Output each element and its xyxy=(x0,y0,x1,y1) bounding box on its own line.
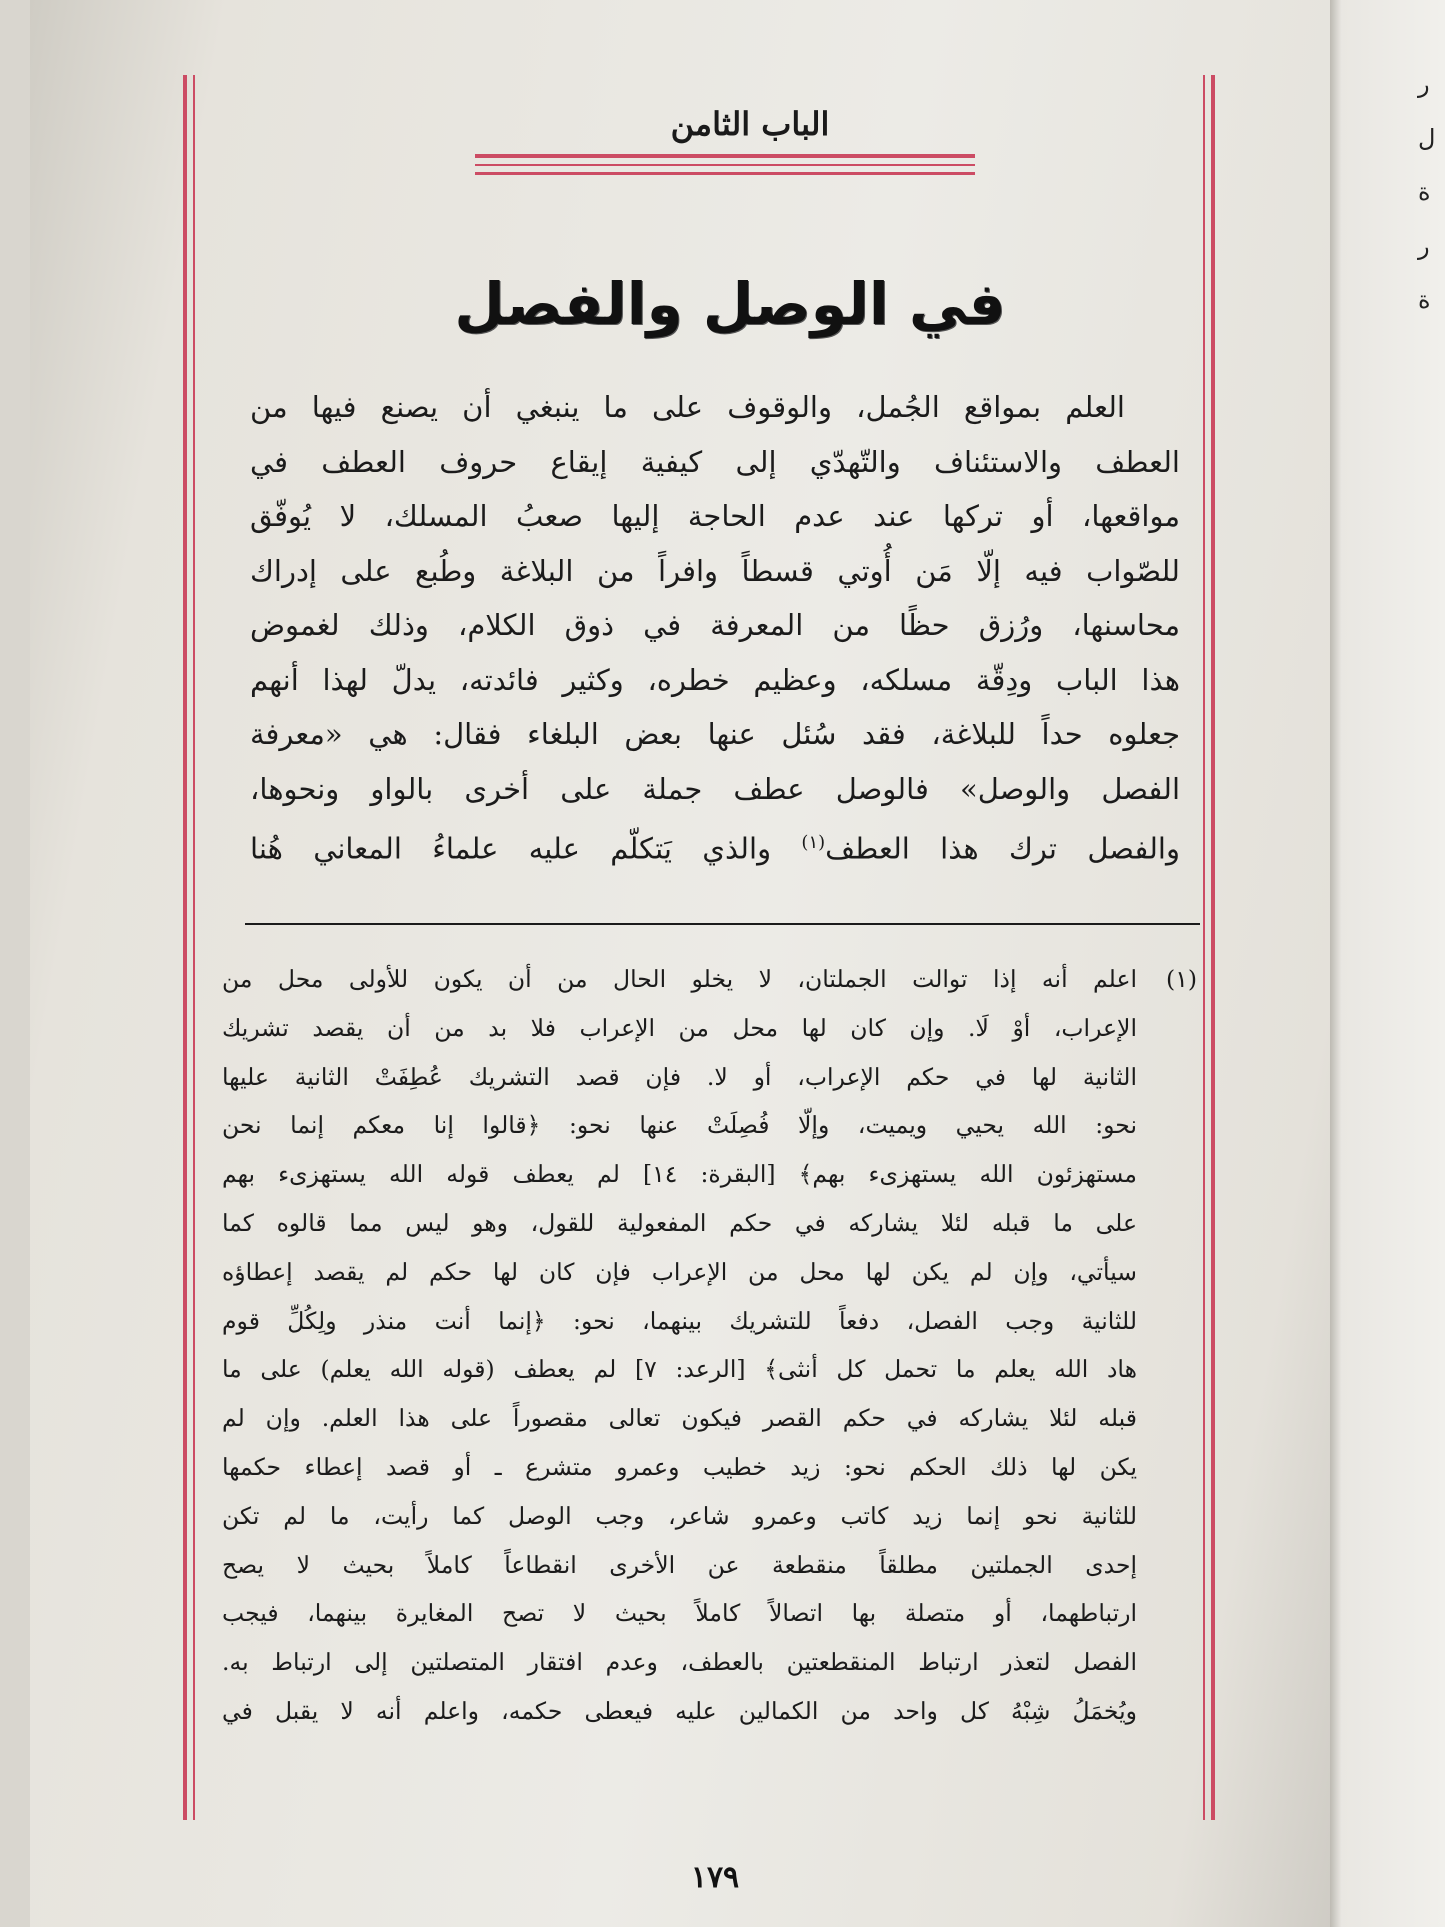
edge-glyph: ر xyxy=(1418,70,1430,98)
text-before-marker: والفصل ترك هذا العطف xyxy=(825,831,1180,866)
footnote-separator xyxy=(245,923,1200,925)
footnote-line: ويُخمَلُ شِبْهُ كل واحد من الكمالين عليه فيعطى حكمه، واعلم أنه لا يقبل في xyxy=(222,1696,1137,1725)
page-number: ١٧٩ xyxy=(690,1860,740,1895)
frame-right-outer xyxy=(1211,75,1215,1820)
footnote-line: نحو: الله يحيي ويميت، وإلّا فُصِلَتْ عنها نحو: ﴿قالوا إنا معكم إنما نحن xyxy=(222,1111,1137,1140)
footnote-number: (١) xyxy=(1166,965,1197,993)
header-rule-top xyxy=(475,154,975,158)
footnote-line: على ما قبله لئلا يشاركه في حكم المفعولية للقول، وهو ليس مما قالوه كما xyxy=(222,1208,1137,1237)
text-line: هذا الباب ودِقّة مسلكه، وعظيم خطره، وكثير فائدته، يدلّ لهذا أنهم xyxy=(250,662,1180,697)
footnote-line: قبله لئلا يشاركه في حكم القصر فيكون تعالى مقصوراً على هذا العلم. وإن لم xyxy=(222,1404,1137,1433)
header-rule-bottom xyxy=(475,172,975,175)
text-line: العلم بمواقع الجُمل، والوقوف على ما ينبغي أن يصنع فيها من xyxy=(250,390,1125,424)
text-line: العطف والاستئناف والتّهدّي إلى كيفية إيقاع حروف العطف في xyxy=(250,444,1180,479)
footnote-block xyxy=(222,955,1197,1736)
main-paragraph xyxy=(250,380,1180,871)
footnote-line: الإعراب، أوْ لَا. وإن كان لها محل من الإعراب فلا بد من أن يقصد تشريك xyxy=(222,1013,1137,1042)
facing-page-glyphs xyxy=(1418,70,1442,340)
footnote-line: اعلم أنه إذا توالت الجملتان، لا يخلو الحال من أن يكون للأولى محل من xyxy=(222,965,1137,993)
text-line-last xyxy=(250,816,1180,871)
text-line: مواقعها، أو تركها عند عدم الحاجة إليها صعبُ المسلك، لا يُوفّق xyxy=(250,499,1180,533)
footnote-line: الثانية لها في حكم الإعراب، أو لا. فإن قصد التشريك عُطِفَتْ الثانية عليها xyxy=(222,1062,1137,1091)
footnote-line: ارتباطهما، أو متصلة بها اتصالاً كاملاً بحيث لا تصح المغايرة بينهما، فيجب xyxy=(222,1599,1137,1628)
edge-glyph: ة xyxy=(1418,286,1431,314)
chapter-title: في الوصل والفصل xyxy=(454,270,1006,338)
footnote-line: يكن لها ذلك الحكم نحو: زيد خطيب وعمرو متشرع ـ أو قصد إعطاء حكمها xyxy=(222,1452,1137,1481)
frame-left-outer xyxy=(183,75,187,1820)
footnote-line: الفصل لتعذر ارتباط المنقطعتين بالعطف، وعدم افتقار المتصلتين إلى ارتباط به. xyxy=(222,1648,1137,1677)
footnote-line: سيأتي، وإن لم يكن لها محل من الإعراب فإن كان لها حكم لم يقصد إعطاؤه xyxy=(222,1257,1137,1286)
text-after-marker: والذي يَتكلّم عليه علماءُ المعاني هُنا xyxy=(250,831,772,866)
footnote-marker: (١) xyxy=(801,832,826,853)
text-line: جعلوه حداً للبلاغة، فقد سُئل عنها بعض البلغاء فقال: هي «معرفة xyxy=(250,717,1180,751)
footnote-line: إحدى الجملتين مطلقاً منقطعة عن الأخرى انقطاعاً كاملاً بحيث لا يصح xyxy=(222,1550,1137,1579)
edge-glyph: ة xyxy=(1418,178,1431,206)
section-title: الباب الثامن xyxy=(670,105,830,143)
edge-glyph: ر xyxy=(1418,232,1430,260)
header-rule-middle xyxy=(475,164,975,166)
text-line: محاسنها، ورُزق حظًا من المعرفة في ذوق الكلام، وذلك لغموض xyxy=(250,608,1180,642)
footnote-line: مستهزئون الله يستهزىء بهم﴾ [البقرة: ١٤] لم يعطف قوله الله يستهزىء بهم xyxy=(222,1160,1137,1189)
footnote-line: للثانية وجب الفصل، دفعاً للتشريك بينهما، نحو: ﴿إنما أنت منذر ولِكُلِّ قوم xyxy=(222,1306,1137,1335)
edge-glyph: ل xyxy=(1418,124,1436,152)
footnote-line: للثانية نحو إنما زيد كاتب وعمرو شاعر، وجب الوصل كما رأيت، ما لم تكن xyxy=(222,1501,1137,1530)
frame-left-inner xyxy=(193,75,195,1820)
frame-right-inner xyxy=(1203,75,1205,1820)
footnote-line: هاد الله يعلم ما تحمل كل أنثى﴾ [الرعد: ٧] لم يعطف (قوله الله يعلم) على ما xyxy=(222,1355,1137,1384)
text-line: الفصل والوصل» فالوصل عطف جملة على أخرى بالواو ونحوها، xyxy=(250,771,1180,806)
text-line: للصّواب فيه إلّا مَن أُوتي قسطاً وافراً من البلاغة وطُبع على إدراك xyxy=(250,553,1180,588)
